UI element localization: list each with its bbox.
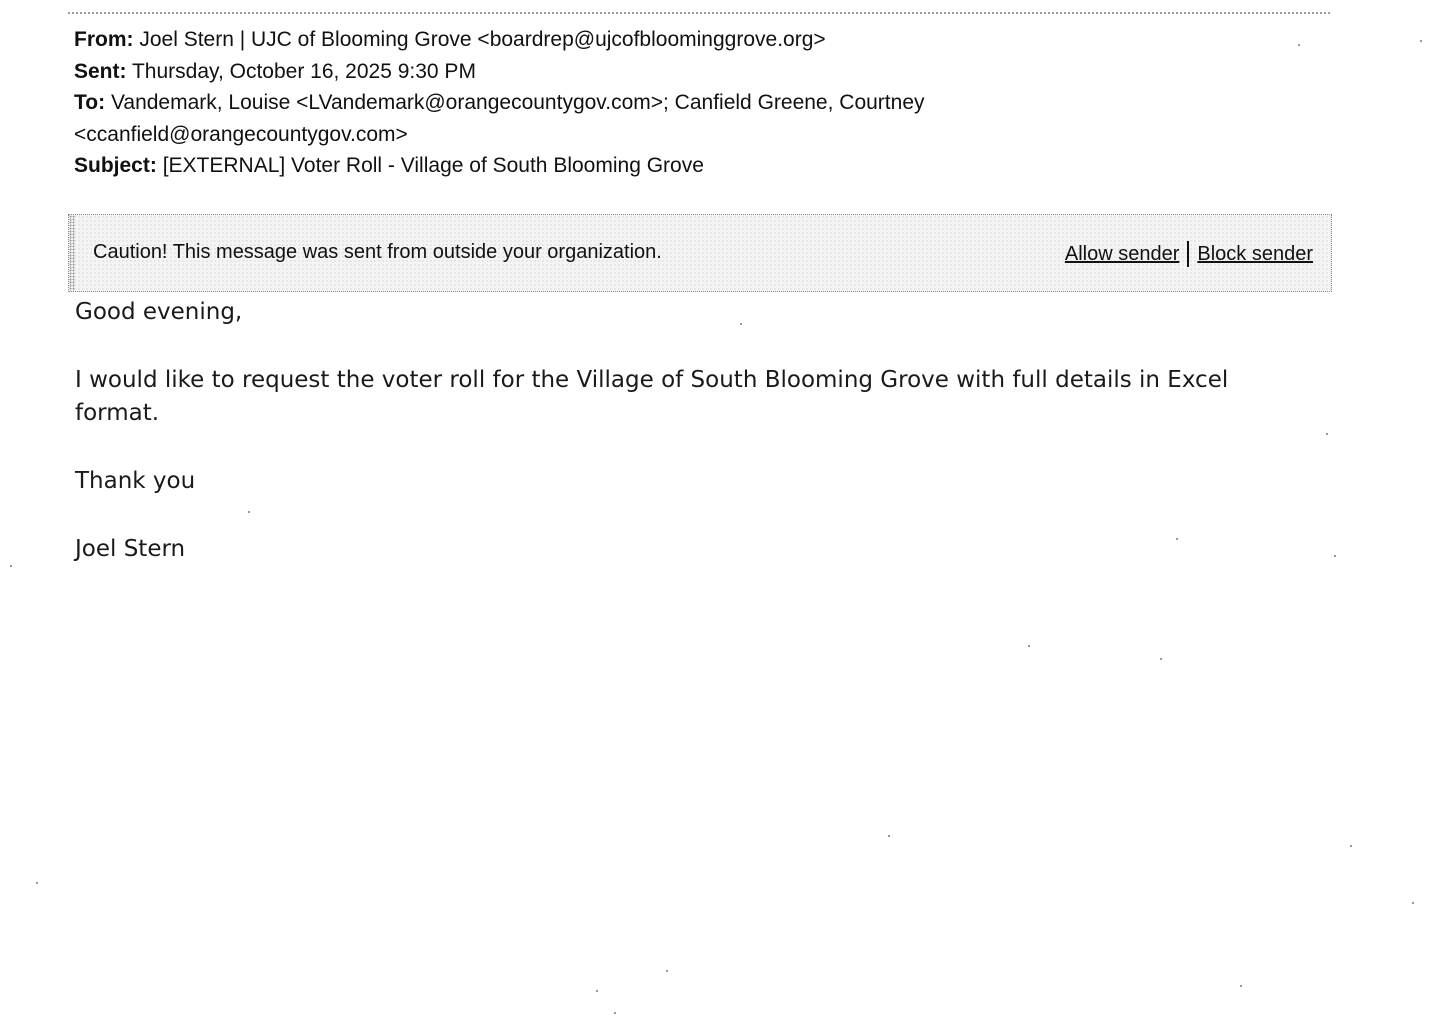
top-divider: [68, 12, 1330, 14]
scan-speck: [1028, 645, 1030, 647]
request-text: I would like to request the voter roll for the Village of South Blooming Grove with full details in Excel format.: [75, 367, 1229, 426]
scan-speck: [1176, 538, 1178, 540]
banner-accent-stripe: [69, 215, 75, 291]
scan-speck: [740, 323, 742, 325]
scan-speck: [1298, 44, 1300, 46]
greeting-text: Good evening,: [75, 299, 243, 325]
from-value: Joel Stern | UJC of Blooming Grove <boardrep@ujcofbloominggrove.org>: [139, 28, 826, 51]
scan-speck: [10, 565, 12, 567]
sent-line: [74, 56, 1274, 88]
email-header: [74, 24, 1274, 182]
scan-speck: [1240, 985, 1242, 987]
scan-speck: [888, 835, 890, 837]
to-label: To:: [74, 91, 106, 114]
scan-speck: [596, 990, 598, 992]
subject-value: [EXTERNAL] Voter Roll - Village of South Blooming Grove: [162, 154, 704, 177]
scan-speck: [36, 882, 38, 884]
action-separator: [1187, 241, 1189, 267]
scan-speck: [1420, 40, 1422, 42]
from-label: From:: [74, 28, 134, 51]
scan-speck: [1326, 433, 1328, 435]
scan-speck: [1334, 555, 1336, 557]
caution-message: Caution! This message was sent from outside your organization.: [93, 241, 662, 263]
closing-text: Thank you: [75, 468, 196, 494]
block-sender-link[interactable]: Block sender: [1197, 242, 1313, 265]
sender-actions: [1065, 241, 1313, 267]
scan-speck: [1160, 658, 1162, 660]
subject-label: Subject:: [74, 154, 157, 177]
to-line: [74, 87, 1274, 119]
scan-speck: [614, 1012, 616, 1014]
subject-line: [74, 150, 1274, 182]
signature-text: Joel Stern: [75, 536, 186, 562]
scan-speck: [666, 970, 668, 972]
sent-value: Thursday, October 16, 2025 9:30 PM: [131, 59, 476, 83]
from-line: [74, 24, 1274, 56]
external-sender-warning-banner: [68, 214, 1332, 292]
to-value-continued: <ccanfield@orangecountygov.com>: [74, 122, 408, 146]
email-body: [75, 296, 1295, 601]
sent-label: Sent:: [74, 59, 127, 83]
scan-speck: [248, 511, 250, 513]
allow-sender-link[interactable]: Allow sender: [1064, 242, 1180, 265]
to-line-continued: [74, 119, 1274, 151]
scan-speck: [1412, 902, 1414, 904]
scan-speck: [1350, 845, 1352, 847]
to-value: Vandemark, Louise <LVandemark@orangecountygov.com>; Canfield Greene, Courtney: [110, 91, 925, 114]
